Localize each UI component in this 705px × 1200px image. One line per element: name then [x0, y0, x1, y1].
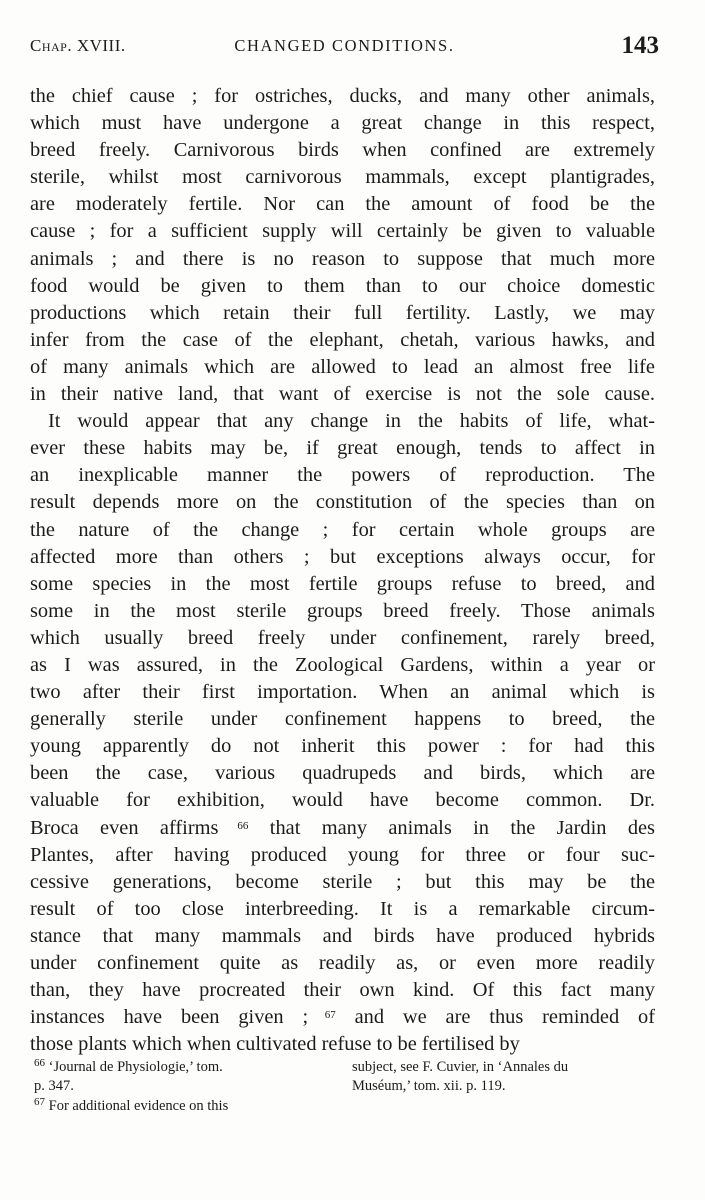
text-line — [30, 462, 655, 489]
text-line-content: It would appear that any change in the habits of life, what- — [48, 410, 655, 433]
text-line-content: Broca even affirms — [30, 816, 219, 839]
running-header — [30, 34, 659, 64]
footnote-line — [34, 1058, 334, 1077]
text-line-content: valuable for exhibition, would have become common. Dr. — [30, 789, 655, 812]
text-line-content: an inexplicable manner the powers of reproduction. The — [30, 464, 655, 487]
footnote-marker: 66 — [218, 819, 249, 832]
footnote-marker: 67 — [308, 1009, 336, 1022]
footnote-line — [34, 1097, 334, 1116]
text-line-content: Plantes, after having produced young for three or four suc- — [30, 843, 655, 866]
text-line — [30, 571, 655, 598]
text-line-content: result depends more on the constitution of the species than on — [30, 491, 655, 514]
text-line — [30, 83, 655, 110]
text-line-content: which usually breed freely under confinement, rarely breed, — [30, 626, 655, 649]
footnote-number: 67 — [34, 1095, 45, 1108]
text-line — [30, 679, 655, 706]
text-line — [30, 706, 655, 733]
text-line-content: than, they have procreated their own kind. Of this fact many — [30, 979, 655, 1002]
text-line — [30, 544, 655, 571]
running-title: CHANGED CONDITIONS. — [234, 36, 455, 55]
text-line-content: are moderately fertile. Nor can the amount of food be the — [30, 193, 655, 216]
text-line — [30, 896, 655, 923]
text-line-content: the nature of the change ; for certain whole groups are — [30, 518, 655, 541]
text-line-content: ever these habits may be, if great enough, tends to affect in — [30, 437, 655, 460]
text-line — [30, 408, 655, 435]
text-line-content: cause ; for a sufficient supply will certainly be given to valuable — [30, 220, 655, 243]
text-line — [30, 218, 655, 245]
text-line — [30, 517, 655, 544]
text-line — [30, 327, 655, 354]
text-line — [30, 246, 655, 273]
text-line-content: which must have undergone a great change in this respect, — [30, 112, 655, 135]
text-line-content: some species in the most fertile groups refuse to breed, and — [30, 572, 655, 595]
footnote-text: For additional evidence on this — [45, 1097, 229, 1114]
text-line-continuation: and we are thus reminded of — [335, 1006, 655, 1029]
text-line — [30, 381, 655, 408]
text-line — [30, 435, 655, 462]
footnote-line — [352, 1058, 657, 1077]
footnote-line — [352, 1077, 657, 1096]
text-line-content: stance that many mammals and birds have produced hybrids — [30, 924, 655, 947]
text-line — [30, 598, 655, 625]
text-line-content: instances have been given ; — [30, 1006, 309, 1029]
footnote-text: Muséum,’ tom. xii. p. 119. — [352, 1078, 506, 1095]
text-line — [30, 164, 655, 191]
text-line — [30, 760, 655, 787]
text-line-content: young apparently do not inherit this power : for had this — [30, 735, 655, 758]
footnote-text: p. 347. — [34, 1078, 74, 1095]
text-line — [30, 137, 655, 164]
text-line — [30, 1031, 655, 1058]
text-line-content: in their native land, that want of exercise is not the sole cause. — [30, 383, 655, 406]
text-line-content: breed freely. Carnivorous birds when confined are extremely — [30, 139, 655, 162]
text-line — [30, 354, 655, 381]
text-line — [30, 191, 655, 218]
text-line-content: two after their first importation. When an animal which is — [30, 681, 655, 704]
text-line — [30, 652, 655, 679]
text-line — [30, 733, 655, 760]
text-line-content: animals ; and there is no reason to suppose that much more — [30, 247, 655, 270]
text-line-content: result of too close interbreeding. It is a remarkable circum- — [30, 897, 655, 920]
text-line — [30, 625, 655, 652]
text-line — [30, 787, 655, 814]
text-line — [30, 869, 655, 896]
text-line — [30, 300, 655, 327]
text-line — [30, 977, 655, 1004]
page-number: 143 — [621, 32, 659, 59]
text-line-content: those plants which when cultivated refuse to be fertilised by — [30, 1033, 520, 1056]
footnotes-left-column — [34, 1058, 334, 1116]
text-line — [30, 815, 655, 842]
footnotes-right-column — [352, 1058, 657, 1097]
footnote-number: 66 — [34, 1057, 45, 1069]
text-line-content: the chief cause ; for ostriches, ducks, and many other animals, — [30, 85, 655, 107]
text-line — [30, 110, 655, 137]
text-line-content: cessive generations, become sterile ; but this may be the — [30, 870, 655, 893]
text-line-content: affected more than others ; but exceptions always occur, for — [30, 545, 655, 568]
footnote-text: ‘Journal de Physiologie,’ tom. — [45, 1059, 223, 1075]
footnote-text: subject, see F. Cuvier, in ‘Annales du — [352, 1059, 569, 1075]
text-line-content: under confinement quite as readily as, or even more readily — [30, 952, 655, 974]
text-line — [30, 923, 655, 950]
text-line — [30, 842, 655, 869]
body-text — [30, 83, 655, 1058]
text-line-content: been the case, various quadrupeds and birds, which are — [30, 762, 655, 785]
text-line — [30, 273, 655, 300]
text-line-continuation: that many animals in the Jardin des — [248, 816, 655, 839]
text-line-content: as I was assured, in the Zoological Gardens, within a year or — [30, 653, 655, 676]
text-line-content: some in the most sterile groups breed freely. Those animals — [30, 599, 655, 622]
footnote-line — [34, 1077, 334, 1096]
chapter-label: Chap. XVIII. — [30, 36, 126, 55]
text-line-content: of many animals which are allowed to lead an almost free life — [30, 355, 655, 378]
text-line — [30, 950, 655, 977]
text-line-content: generally sterile under confinement happens to breed, the — [30, 708, 655, 731]
text-line-content: food would be given to them than to our choice domestic — [30, 274, 655, 297]
text-line-content: productions which retain their full fertility. Lastly, we may — [30, 301, 655, 324]
text-line-content: sterile, whilst most carnivorous mammals, except plantigrades, — [30, 166, 655, 189]
text-line-content: infer from the case of the elephant, chetah, various hawks, and — [30, 328, 655, 351]
text-line — [30, 1004, 655, 1031]
text-line — [30, 489, 655, 516]
